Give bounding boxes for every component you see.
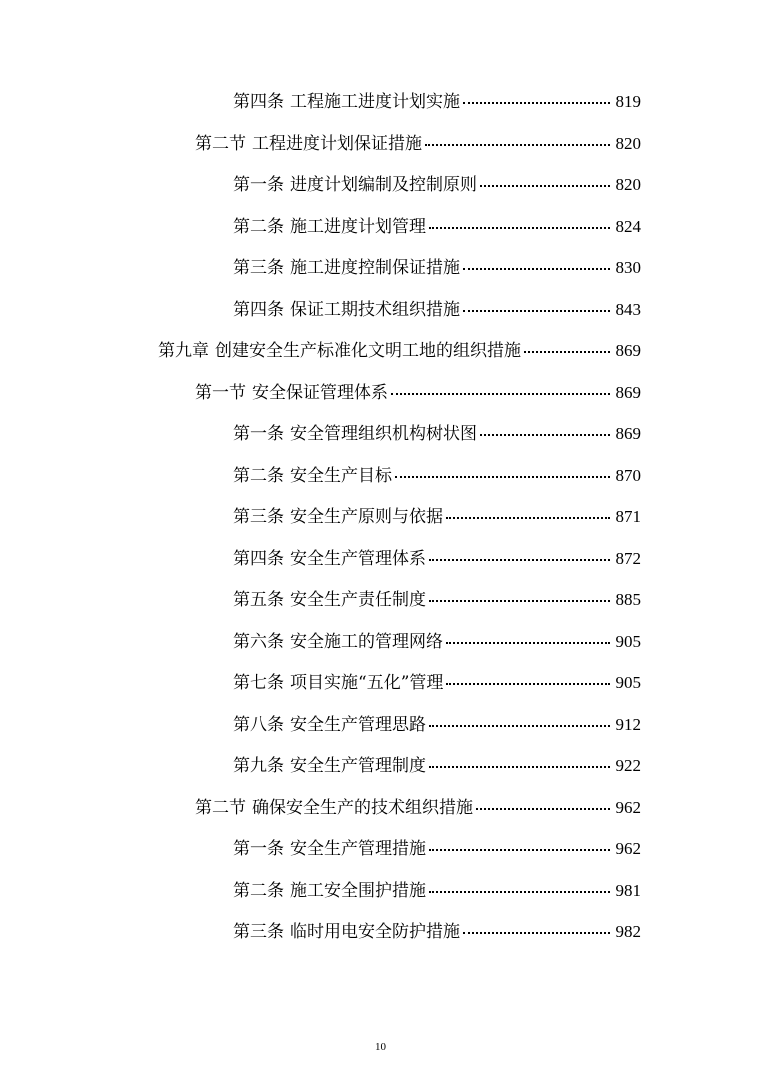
toc-entry-page: 905: [615, 673, 641, 692]
dot-leader: [480, 434, 610, 436]
toc-entry[interactable]: [0, 756, 641, 798]
toc-entry-label: [233, 507, 443, 527]
toc-entry-title: 安全管理组织机构树状图: [290, 424, 477, 444]
toc-entry-label: [233, 715, 426, 735]
dot-leader: [429, 725, 610, 727]
dot-leader: [463, 268, 610, 270]
toc-entry-label: [233, 632, 443, 652]
toc-entry-title: 安全保证管理体系: [252, 382, 388, 403]
dot-leader: [429, 227, 610, 229]
toc-entry[interactable]: [0, 134, 641, 176]
toc-entry-page: 869: [615, 341, 641, 360]
toc-entry[interactable]: [0, 300, 641, 342]
toc-entry-title: 临时用电安全防护措施: [290, 922, 460, 942]
toc-entry-label: [233, 881, 426, 901]
dot-leader: [480, 185, 610, 187]
dot-leader: [463, 932, 610, 934]
dot-leader: [429, 559, 610, 561]
toc-entry-number: 第二节: [195, 797, 246, 818]
toc-entry-title: 安全生产目标: [290, 465, 392, 486]
toc-entry-page: 962: [615, 839, 641, 858]
toc-entry-page: 981: [615, 880, 641, 900]
toc-entry-number: 第一节: [195, 382, 246, 403]
toc-entry-label: [233, 217, 426, 237]
toc-entry[interactable]: [0, 922, 641, 964]
toc-entry-label: [195, 134, 422, 154]
toc-entry-number: 第四条: [233, 299, 284, 320]
toc-entry[interactable]: [0, 881, 641, 923]
dot-leader: [429, 766, 610, 768]
toc-entry[interactable]: [0, 798, 641, 840]
toc-entry[interactable]: [0, 92, 641, 134]
toc-entry-label: [233, 839, 426, 859]
toc-entry-number: 第九章: [158, 341, 209, 361]
toc-entry-number: 第四条: [233, 92, 284, 112]
toc-entry-title: 工程施工进度计划实施: [290, 92, 460, 112]
toc-entry-number: 第四条: [233, 548, 284, 569]
toc-entry-title: 工程进度计划保证措施: [252, 133, 422, 154]
toc-entry-page: 819: [615, 92, 641, 111]
toc-entry-label: [233, 466, 392, 486]
toc-entry-label: [233, 92, 460, 112]
toc-entry-label: [233, 300, 460, 320]
toc-entry-page: 843: [615, 299, 641, 319]
page-number: 10: [375, 1041, 386, 1053]
table-of-contents: [0, 92, 761, 964]
toc-entry-label: [233, 175, 477, 195]
toc-entry[interactable]: [0, 383, 641, 425]
toc-entry-number: 第五条: [233, 590, 284, 610]
toc-entry-page: 871: [615, 507, 641, 526]
toc-entry-number: 第三条: [233, 507, 284, 527]
toc-entry-label: [195, 383, 388, 403]
toc-entry-page: 869: [615, 382, 641, 402]
toc-entry-number: 第二条: [233, 880, 284, 901]
toc-entry[interactable]: [0, 507, 641, 549]
toc-entry-label: [233, 590, 426, 610]
toc-entry-label: [233, 424, 477, 444]
toc-entry-page: 872: [615, 548, 641, 568]
toc-entry-title: 保证工期技术组织措施: [290, 299, 460, 320]
toc-entry-title: 安全生产管理制度: [290, 756, 426, 776]
dot-leader: [446, 683, 610, 685]
toc-entry-page: 869: [615, 424, 641, 443]
toc-entry-title: 创建安全生产标准化文明工地的组织措施: [215, 341, 521, 361]
toc-entry-number: 第一条: [233, 175, 284, 195]
toc-entry-number: 第九条: [233, 756, 284, 776]
toc-entry[interactable]: [0, 175, 641, 217]
toc-entry-label: [233, 922, 460, 942]
toc-entry-page: 905: [615, 631, 641, 651]
toc-entry-title: 进度计划编制及控制原则: [290, 175, 477, 195]
dot-leader: [476, 808, 610, 810]
dot-leader: [463, 102, 610, 104]
toc-entry-page: 820: [615, 175, 641, 194]
toc-entry[interactable]: [0, 341, 641, 383]
toc-entry-page: 820: [615, 133, 641, 153]
toc-entry-title: 安全生产责任制度: [290, 590, 426, 610]
toc-entry-number: 第八条: [233, 714, 284, 735]
toc-entry-number: 第三条: [233, 258, 284, 278]
toc-entry-page: 982: [615, 922, 641, 941]
toc-entry-label: [195, 798, 473, 818]
toc-entry-number: 第二条: [233, 465, 284, 486]
toc-entry-number: 第二节: [195, 133, 246, 154]
toc-entry-label: [233, 549, 426, 569]
dot-leader: [429, 600, 610, 602]
toc-entry-title: 项目实施“五化”管理: [290, 673, 444, 693]
toc-entries: [0, 92, 641, 964]
toc-entry-title: 确保安全生产的技术组织措施: [252, 797, 473, 818]
dot-leader: [463, 310, 610, 312]
dot-leader: [446, 642, 610, 644]
dot-leader: [425, 144, 610, 146]
toc-entry[interactable]: [0, 715, 641, 757]
toc-entry[interactable]: [0, 217, 641, 259]
toc-entry-label: [158, 341, 521, 361]
toc-entry[interactable]: [0, 549, 641, 591]
toc-entry-number: 第三条: [233, 922, 284, 942]
toc-entry[interactable]: [0, 466, 641, 508]
toc-entry[interactable]: [0, 673, 641, 715]
toc-entry[interactable]: [0, 632, 641, 674]
toc-entry[interactable]: [0, 590, 641, 632]
toc-entry-number: 第一条: [233, 424, 284, 444]
toc-entry-title: 安全生产管理思路: [290, 714, 426, 735]
dot-leader: [446, 517, 610, 519]
toc-entry-page: 922: [615, 756, 641, 775]
dot-leader: [429, 891, 610, 893]
toc-entry-title: 安全生产原则与依据: [290, 507, 443, 527]
toc-entry-label: [233, 258, 460, 278]
toc-entry-title: 安全生产管理体系: [290, 548, 426, 569]
toc-entry[interactable]: [0, 839, 641, 881]
toc-entry-title: 安全施工的管理网络: [290, 631, 443, 652]
toc-entry[interactable]: [0, 258, 641, 300]
dot-leader: [524, 351, 610, 353]
toc-entry-title: 施工进度计划管理: [290, 216, 426, 237]
toc-entry-number: 第六条: [233, 631, 284, 652]
toc-entry-page: 824: [615, 216, 641, 236]
dot-leader: [391, 393, 610, 395]
toc-entry-page: 962: [615, 797, 641, 817]
toc-entry-title: 施工安全围护措施: [290, 880, 426, 901]
toc-entry-title: 安全生产管理措施: [290, 839, 426, 859]
toc-entry-page: 830: [615, 258, 641, 277]
dot-leader: [395, 476, 610, 478]
toc-entry-number: 第二条: [233, 216, 284, 237]
toc-entry-page: 912: [615, 714, 641, 734]
toc-entry-page: 870: [615, 465, 641, 485]
toc-entry-label: [233, 756, 426, 776]
dot-leader: [429, 849, 610, 851]
toc-entry-number: 第一条: [233, 839, 284, 859]
toc-entry-number: 第七条: [233, 673, 284, 693]
toc-entry-title: 施工进度控制保证措施: [290, 258, 460, 278]
toc-entry-page: 885: [615, 590, 641, 609]
toc-entry[interactable]: [0, 424, 641, 466]
toc-entry-label: [233, 673, 443, 693]
